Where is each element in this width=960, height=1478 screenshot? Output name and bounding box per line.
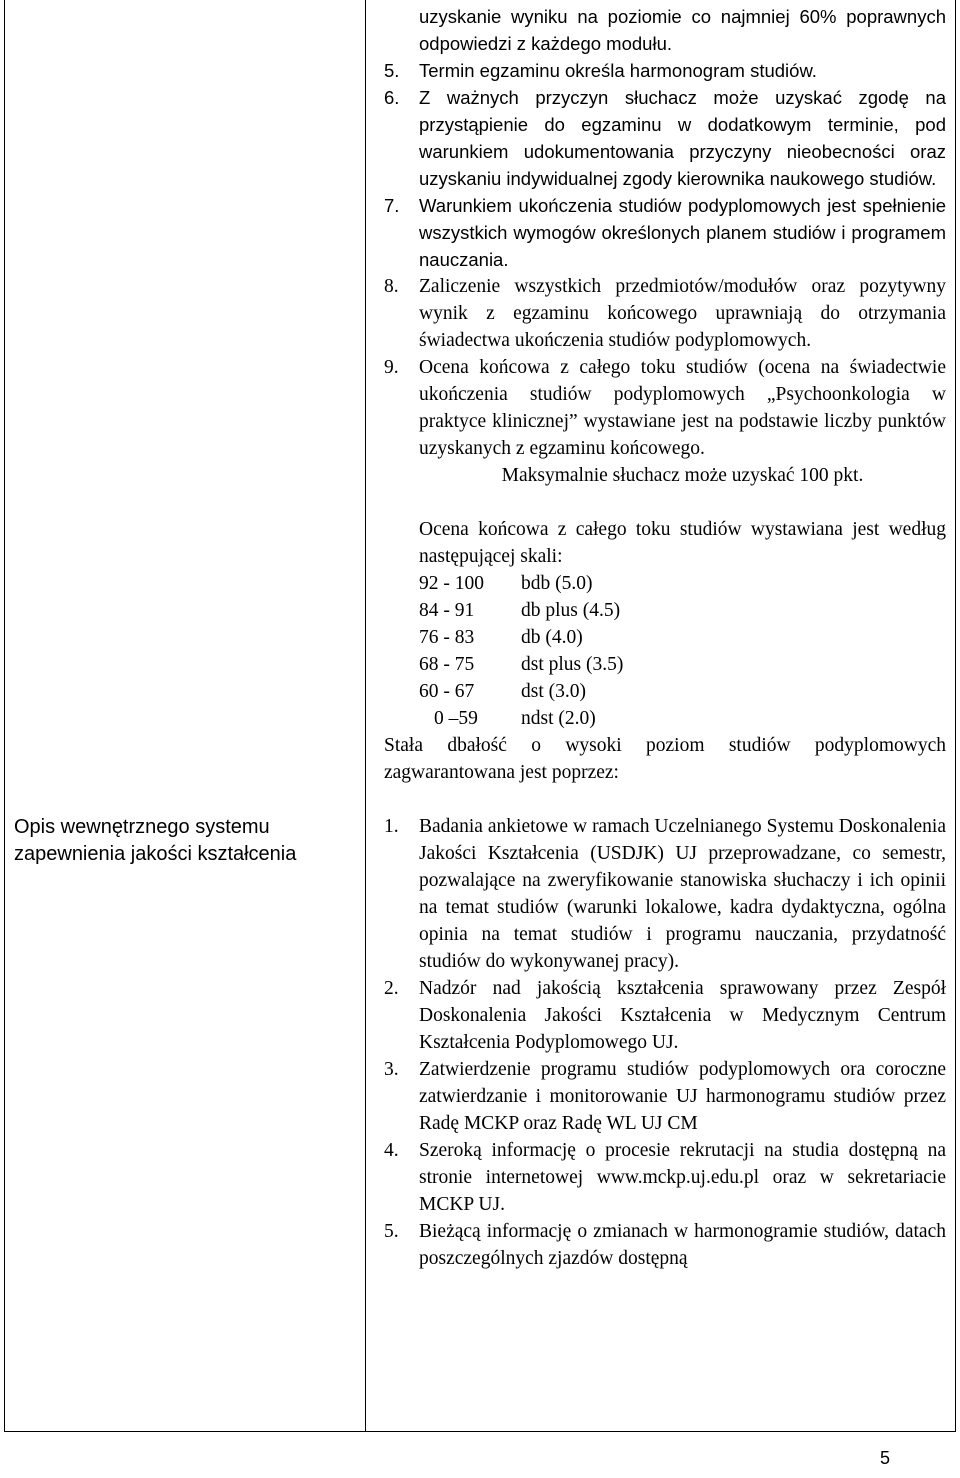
list-item — [384, 975, 946, 1056]
continued-text: uzyskanie wyniku na poziomie co najmniej 60% poprawnych odpowiedzi z każdego modułu. — [419, 6, 946, 54]
grade-range: 92 - 100 — [419, 573, 484, 594]
item-number: 5. — [384, 1221, 399, 1242]
grade-value: bdb (5.0) — [521, 573, 593, 594]
page-number: 5 — [880, 1448, 891, 1468]
content-cell — [384, 3, 946, 1272]
grade-row — [384, 624, 946, 651]
list-item — [384, 354, 946, 462]
item-text: Zaliczenie wszystkich przedmiotów/modułów oraz pozytywny wynik z egzaminu końcowego uprawniają do otrzymania świadectwa ukończenia studiów podyplomowych. — [419, 276, 946, 351]
item-text: Ocena końcowa z całego toku studiów (ocena na świadectwie ukończenia studiów podyplomowych „Psychoonkologia w praktyce klinicznej” wystawiane jest na podstawie liczby punktów uzyskanych z egzaminu końcowego. — [419, 357, 946, 459]
grade-row — [384, 651, 946, 678]
item-number: 8. — [384, 276, 399, 297]
grade-row — [384, 597, 946, 624]
rules-list — [384, 57, 946, 462]
max-points: Maksymalnie słuchacz może uzyskać 100 pkt. — [501, 465, 864, 486]
list-item — [384, 84, 946, 192]
item-text: Termin egzaminu określa harmonogram studiów. — [419, 60, 817, 81]
list-item — [384, 57, 946, 84]
item-text: Zatwierdzenie programu studiów podyplomowych ora coroczne zatwierdzanie i monitorowanie UJ harmonogramu studiów przez Radę MCKP oraz Radę WL UJ CM — [419, 1059, 946, 1134]
grade-value: db (4.0) — [521, 627, 583, 648]
item-number: 1. — [384, 816, 399, 837]
item-text: Szeroką informację o procesie rekrutacji na studia dostępną na stronie internetowej www.mckp.uj.edu.pl oraz w sekretariacie MCKP UJ. — [419, 1140, 946, 1215]
grade-row — [384, 705, 946, 732]
quality-list — [384, 813, 946, 1272]
grade-scale — [384, 570, 946, 732]
item-number: 2. — [384, 978, 399, 999]
list-item — [384, 813, 946, 975]
item-number: 3. — [384, 1059, 399, 1080]
grade-range: 0 –59 — [434, 708, 478, 729]
grade-range: 60 - 67 — [419, 681, 475, 702]
grade-row — [384, 678, 946, 705]
grade-range: 84 - 91 — [419, 600, 475, 621]
list-item — [384, 1056, 946, 1137]
item-text: Warunkiem ukończenia studiów podyplomowych jest spełnienie wszystkich wymogów określonych planem studiów i programem nauczania. — [419, 195, 946, 270]
grade-row — [384, 570, 946, 597]
item-number: 9. — [384, 357, 399, 378]
grade-range: 68 - 75 — [419, 654, 475, 675]
item-number: 5. — [384, 60, 400, 81]
grade-value: db plus (4.5) — [521, 600, 621, 621]
item-text: Bieżącą informację o zmianach w harmonogramie studiów, datach poszczególnych zjazdów dostępną — [419, 1221, 946, 1269]
quality-intro: Stała dbałość o wysoki poziom studiów podyplomowych zagwarantowana jest poprzez: — [384, 735, 946, 783]
column-divider — [365, 0, 366, 1432]
grade-value: dst (3.0) — [521, 681, 586, 702]
list-item — [384, 1218, 946, 1272]
grade-range: 76 - 83 — [419, 627, 475, 648]
list-item — [384, 192, 946, 273]
item-text: Z ważnych przyczyn słuchacz może uzyskać zgodę na przystąpienie do egzaminu w dodatkowym terminie, pod warunkiem udokumentowania przyczyny nieobecności oraz uzyskaniu indywidualnej zgody kierownika naukowego studiów. — [419, 87, 946, 189]
item-number: 4. — [384, 1140, 399, 1161]
grade-value: dst plus (3.5) — [521, 654, 624, 675]
grade-value: ndst (2.0) — [521, 708, 596, 729]
item-number: 6. — [384, 87, 400, 108]
row-label: Opis wewnętrznego systemu zapewnienia jakości kształcenia — [14, 816, 297, 865]
item-text: Nadzór nad jakością kształcenia sprawowany przez Zespół Doskonalenia Jakości Kształcenia w Medycznym Centrum Kształcenia Podyplomowego UJ. — [419, 978, 946, 1053]
item-number: 7. — [384, 195, 400, 216]
list-item — [384, 1137, 946, 1218]
scale-intro: Ocena końcowa z całego toku studiów wystawiana jest według następującej skali: — [419, 519, 946, 567]
list-item — [384, 273, 946, 354]
item-text: Badania ankietowe w ramach Uczelnianego Systemu Doskonalenia Jakości Kształcenia (USDJK) UJ przeprowadzane, co semestr, pozwalające na zweryfikowanie stanowiska słuchaczy i ich opinii na temat studiów (warunki lokalowe, kadra dydaktyczna, ogólna opinia na temat studiów i programu nauczania, przydatność studiów do wykonywanej pracy). — [419, 816, 946, 972]
